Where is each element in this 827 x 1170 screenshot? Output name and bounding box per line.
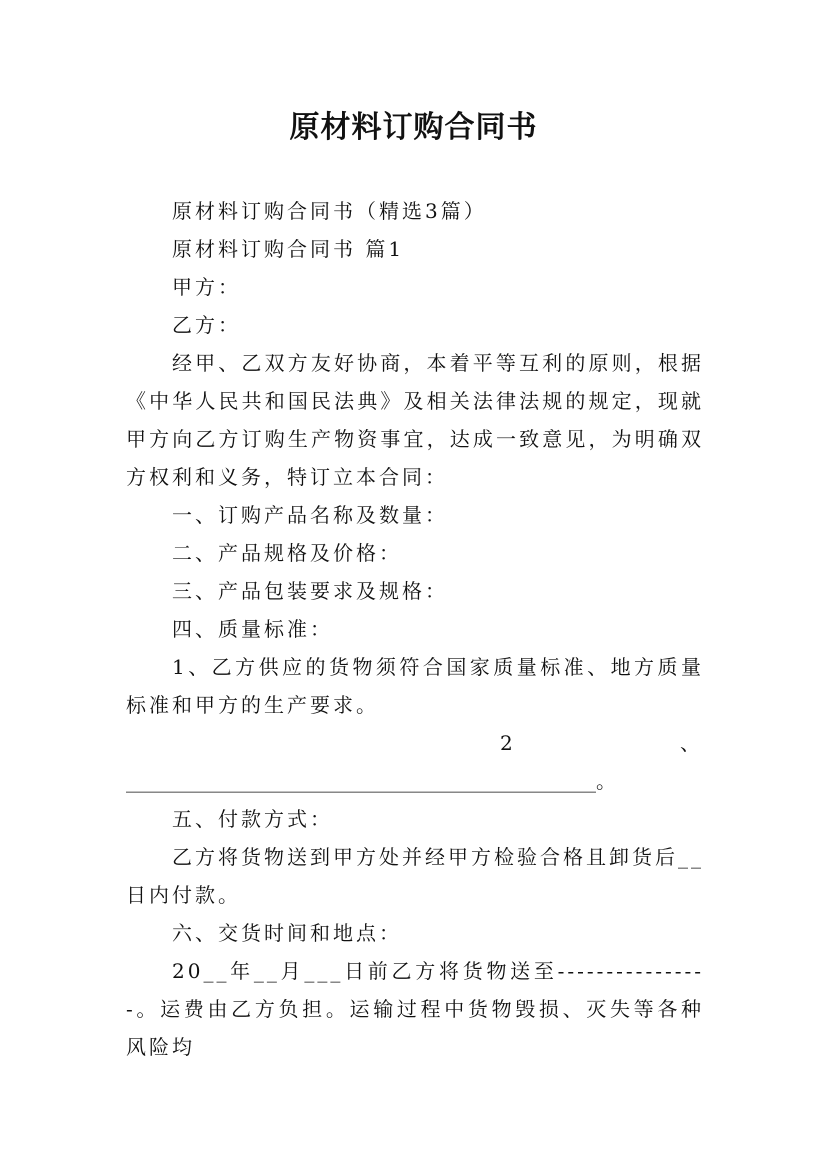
clause-payment-method: 五、付款方式： (172, 807, 333, 831)
clause-product-spec-price: 二、产品规格及价格： (172, 541, 402, 565)
paragraph-section-heading: 原材料订购合同书 篇1 (172, 237, 405, 261)
paragraph-subtitle: 原材料订购合同书（精选3篇） (172, 199, 487, 223)
paragraph-party-a: 甲方： (172, 275, 241, 299)
paragraph-delivery-terms: 20__年__月___日前乙方将货物送至----------------。运费由乙方负担。运输过程中货物毁损、灭失等各种风险均 (126, 959, 704, 1059)
quality-item-1: 1、乙方供应的货物须符合国家质量标准、地方质量标准和甲方的生产要求。 (126, 655, 704, 717)
quality-item-2-blank: _______________________________________________。 (126, 769, 616, 793)
paragraph-party-b: 乙方： (172, 313, 241, 337)
quality-item-2-line (126, 724, 704, 762)
clause-product-name-quantity: 一、订购产品名称及数量： (172, 503, 448, 527)
paragraph-payment-terms: 乙方将货物送到甲方处并经甲方检验合格且卸货后__日内付款。 (126, 845, 704, 907)
quality-item-2-number: 2 (500, 731, 516, 755)
clause-packaging: 三、产品包装要求及规格： (172, 579, 448, 603)
clause-delivery-time-place: 六、交货时间和地点： (172, 921, 402, 945)
paragraph-preamble: 经甲、乙双方友好协商，本着平等互利的原则，根据《中华人民共和国民法典》及相关法律法规的规定，现就甲方向乙方订购生产物资事宜，达成一致意见，为明确双方权利和义务，特订立本合同： (126, 351, 704, 489)
document-title: 原材料订购合同书 (289, 110, 538, 145)
document-body (126, 192, 704, 1066)
clause-quality-standard: 四、质量标准： (172, 617, 333, 641)
quality-item-2-separator: 、 (680, 731, 703, 755)
